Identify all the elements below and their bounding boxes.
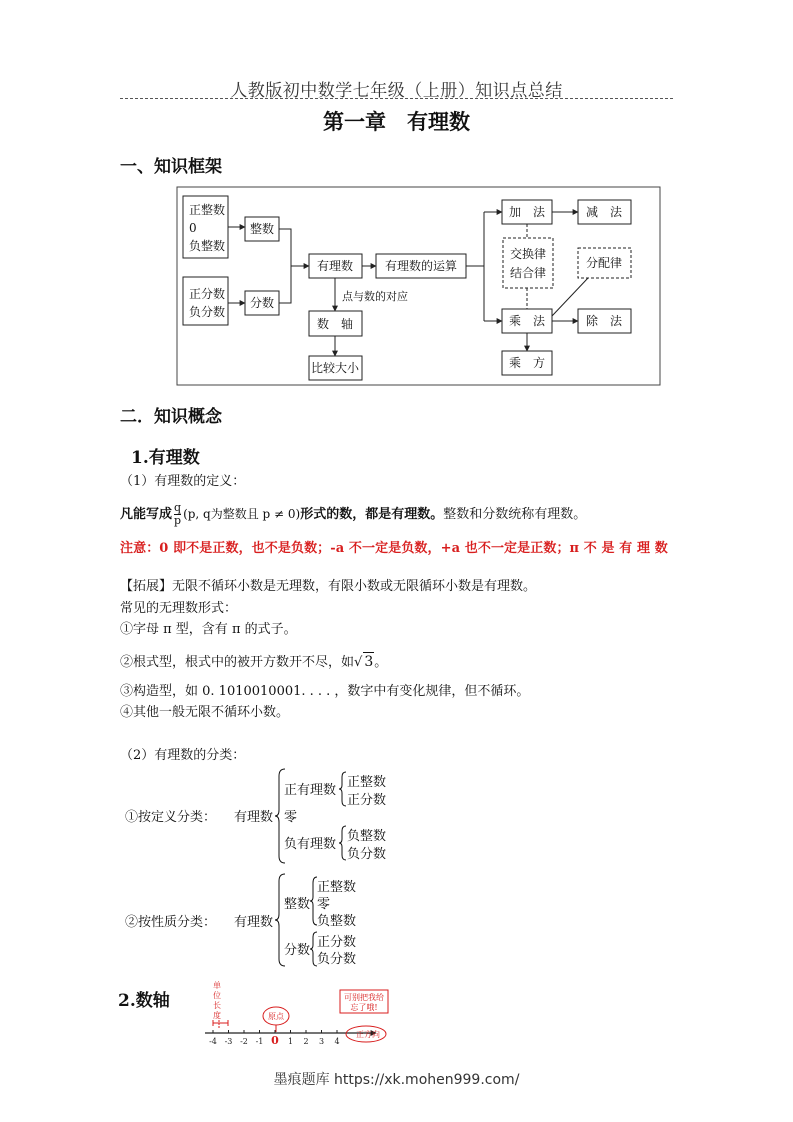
svg-text:度: 度	[213, 1011, 221, 1020]
class-def-neg-item-1: 负整数	[347, 829, 387, 844]
direction-label: 正方向	[356, 1030, 380, 1039]
class-prop-root: 有理数	[234, 915, 274, 930]
number-line-tick-label: -2	[240, 1037, 248, 1046]
framework-negative-fraction: 负分数	[189, 305, 226, 319]
extension-line-4-tail: 。	[374, 655, 388, 670]
framework-rational: 有理数	[316, 259, 354, 273]
section-title-concepts: 二．知识概念	[120, 407, 222, 427]
framework-compare: 比较大小	[310, 361, 360, 375]
class-def-neg-item-2: 负分数	[347, 847, 387, 862]
number-line-tick-label: -1	[255, 1037, 264, 1046]
framework-integers: 整数	[249, 222, 275, 236]
fraction-q-over-p	[174, 502, 181, 527]
header-divider	[120, 98, 673, 99]
chapter-title: 第一章 有理数	[323, 109, 470, 134]
framework-power: 乘 方	[508, 356, 546, 370]
framework-negative-integer: 负整数	[189, 239, 226, 253]
definition-tail: 整数和分数统称有理数。	[443, 507, 587, 522]
number-line-tick-label: 0	[271, 1034, 279, 1047]
svg-text:长: 长	[213, 1001, 221, 1010]
class-prop-frac-item-2: 负分数	[317, 952, 357, 967]
unit-length-label	[213, 980, 221, 1020]
number-line-tick-label: 2	[303, 1037, 309, 1046]
fraction-denominator: p	[174, 514, 182, 527]
framework-associative: 结合律	[509, 266, 547, 280]
number-line-tick-label: -3	[224, 1037, 233, 1046]
class-def-pos-item-1: 正整数	[347, 775, 387, 790]
extension-line-3: ①字母 π 型，含有 π 的式子。	[120, 622, 297, 637]
class-def-negative: 负有理数	[284, 837, 337, 852]
framework-correspondence: 点与数的对应	[342, 290, 408, 303]
extension-line-4: ②根式型，根式中的被开方数开不尽，如√ 3。	[120, 654, 388, 670]
definition-line	[120, 502, 586, 527]
class-def-negative-brace	[338, 825, 347, 861]
framework-fractions: 分数	[249, 296, 275, 310]
class-prop-frac-item-1: 正分数	[317, 935, 357, 950]
class-prop-integers: 整数	[284, 897, 311, 912]
extension-line-5: ③构造型，如 0. 1010010001. . . . ，数字中有变化规律，但不循环。	[120, 684, 530, 699]
extension-line-1: 【拓展】无限不循环小数是无理数，有限小数或无限循环小数是有理数。	[120, 579, 537, 594]
class-def-pos-item-2: 正分数	[347, 793, 387, 808]
origin-label: 原点	[268, 1012, 284, 1021]
classification-label: （2）有理数的分类：	[120, 748, 246, 763]
class-prop-int-item-1: 正整数	[317, 880, 357, 895]
number-line-tick-label: 3	[318, 1037, 325, 1046]
page-header: 人教版初中数学七年级（上册）知识点总结	[230, 81, 563, 101]
framework-subtract: 减 法	[585, 205, 623, 219]
radical-value: 3	[364, 654, 374, 670]
number-line-tick-label: 4	[334, 1037, 340, 1046]
number-line-tick-label: -4	[209, 1037, 217, 1046]
class-def-label: ①按定义分类：	[125, 810, 217, 825]
note-red: 注意：0 即不是正数，也不是负数；-a 不一定是负数，+a 也不一定是正数；π 不 是 有 理 数	[120, 541, 668, 556]
definition-lead: 凡能写成	[120, 507, 173, 522]
svg-text:位: 位	[213, 991, 221, 1000]
class-def-positive-brace	[338, 771, 347, 807]
class-prop-int-item-2: 零	[317, 897, 331, 912]
fraction-numerator: q	[174, 501, 182, 514]
framework-commutative: 交换律	[509, 247, 547, 261]
class-prop-label: ②按性质分类：	[125, 915, 217, 930]
extension-line-6: ④其他一般无限不循环小数。	[120, 705, 290, 720]
framework-distributive: 分配律	[585, 256, 623, 270]
extension-line-4-lead: ②根式型，根式中的被开方数开不尽，如	[120, 655, 355, 670]
knowledge-framework-diagram	[176, 186, 661, 386]
class-prop-int-item-3: 负整数	[317, 914, 357, 929]
definition-label: （1）有理数的定义：	[120, 474, 246, 489]
number-line-tick-label: 1	[287, 1037, 294, 1046]
definition-condition: (p, q为整数且 p ≠ 0)	[183, 507, 301, 521]
section-title-framework: 一、知识框架	[120, 157, 222, 177]
framework-divide: 除 法	[585, 314, 623, 328]
svg-text:单: 单	[213, 981, 221, 990]
number-line-illustration	[200, 978, 400, 1050]
page-footer: 墨痕题库 https://xk.mohen999.com/	[273, 1072, 520, 1088]
framework-operations: 有理数的运算	[384, 259, 458, 273]
framework-number-line: 数 轴	[316, 317, 354, 331]
class-prop-fractions: 分数	[284, 943, 311, 958]
class-def-positive: 正有理数	[284, 783, 337, 798]
subsection-title-number-line: 2.数轴	[118, 991, 170, 1011]
class-def-root: 有理数	[234, 810, 274, 825]
framework-positive-fraction: 正分数	[189, 287, 226, 301]
framework-add: 加 法	[508, 205, 546, 219]
note-bubble-line-2: 忘了哦!	[350, 1003, 378, 1012]
class-def-zero: 零	[284, 810, 298, 825]
framework-zero: 0	[189, 221, 197, 235]
extension-line-2: 常见的无理数形式：	[120, 601, 238, 616]
subsection-title-rational: 1.有理数	[131, 448, 200, 468]
framework-positive-integer: 正整数	[189, 203, 226, 217]
definition-bold: 形式的数，都是有理数。	[300, 507, 444, 522]
note-bubble-line-1: 可别把我给	[344, 993, 384, 1002]
framework-multiply: 乘 法	[508, 314, 546, 328]
